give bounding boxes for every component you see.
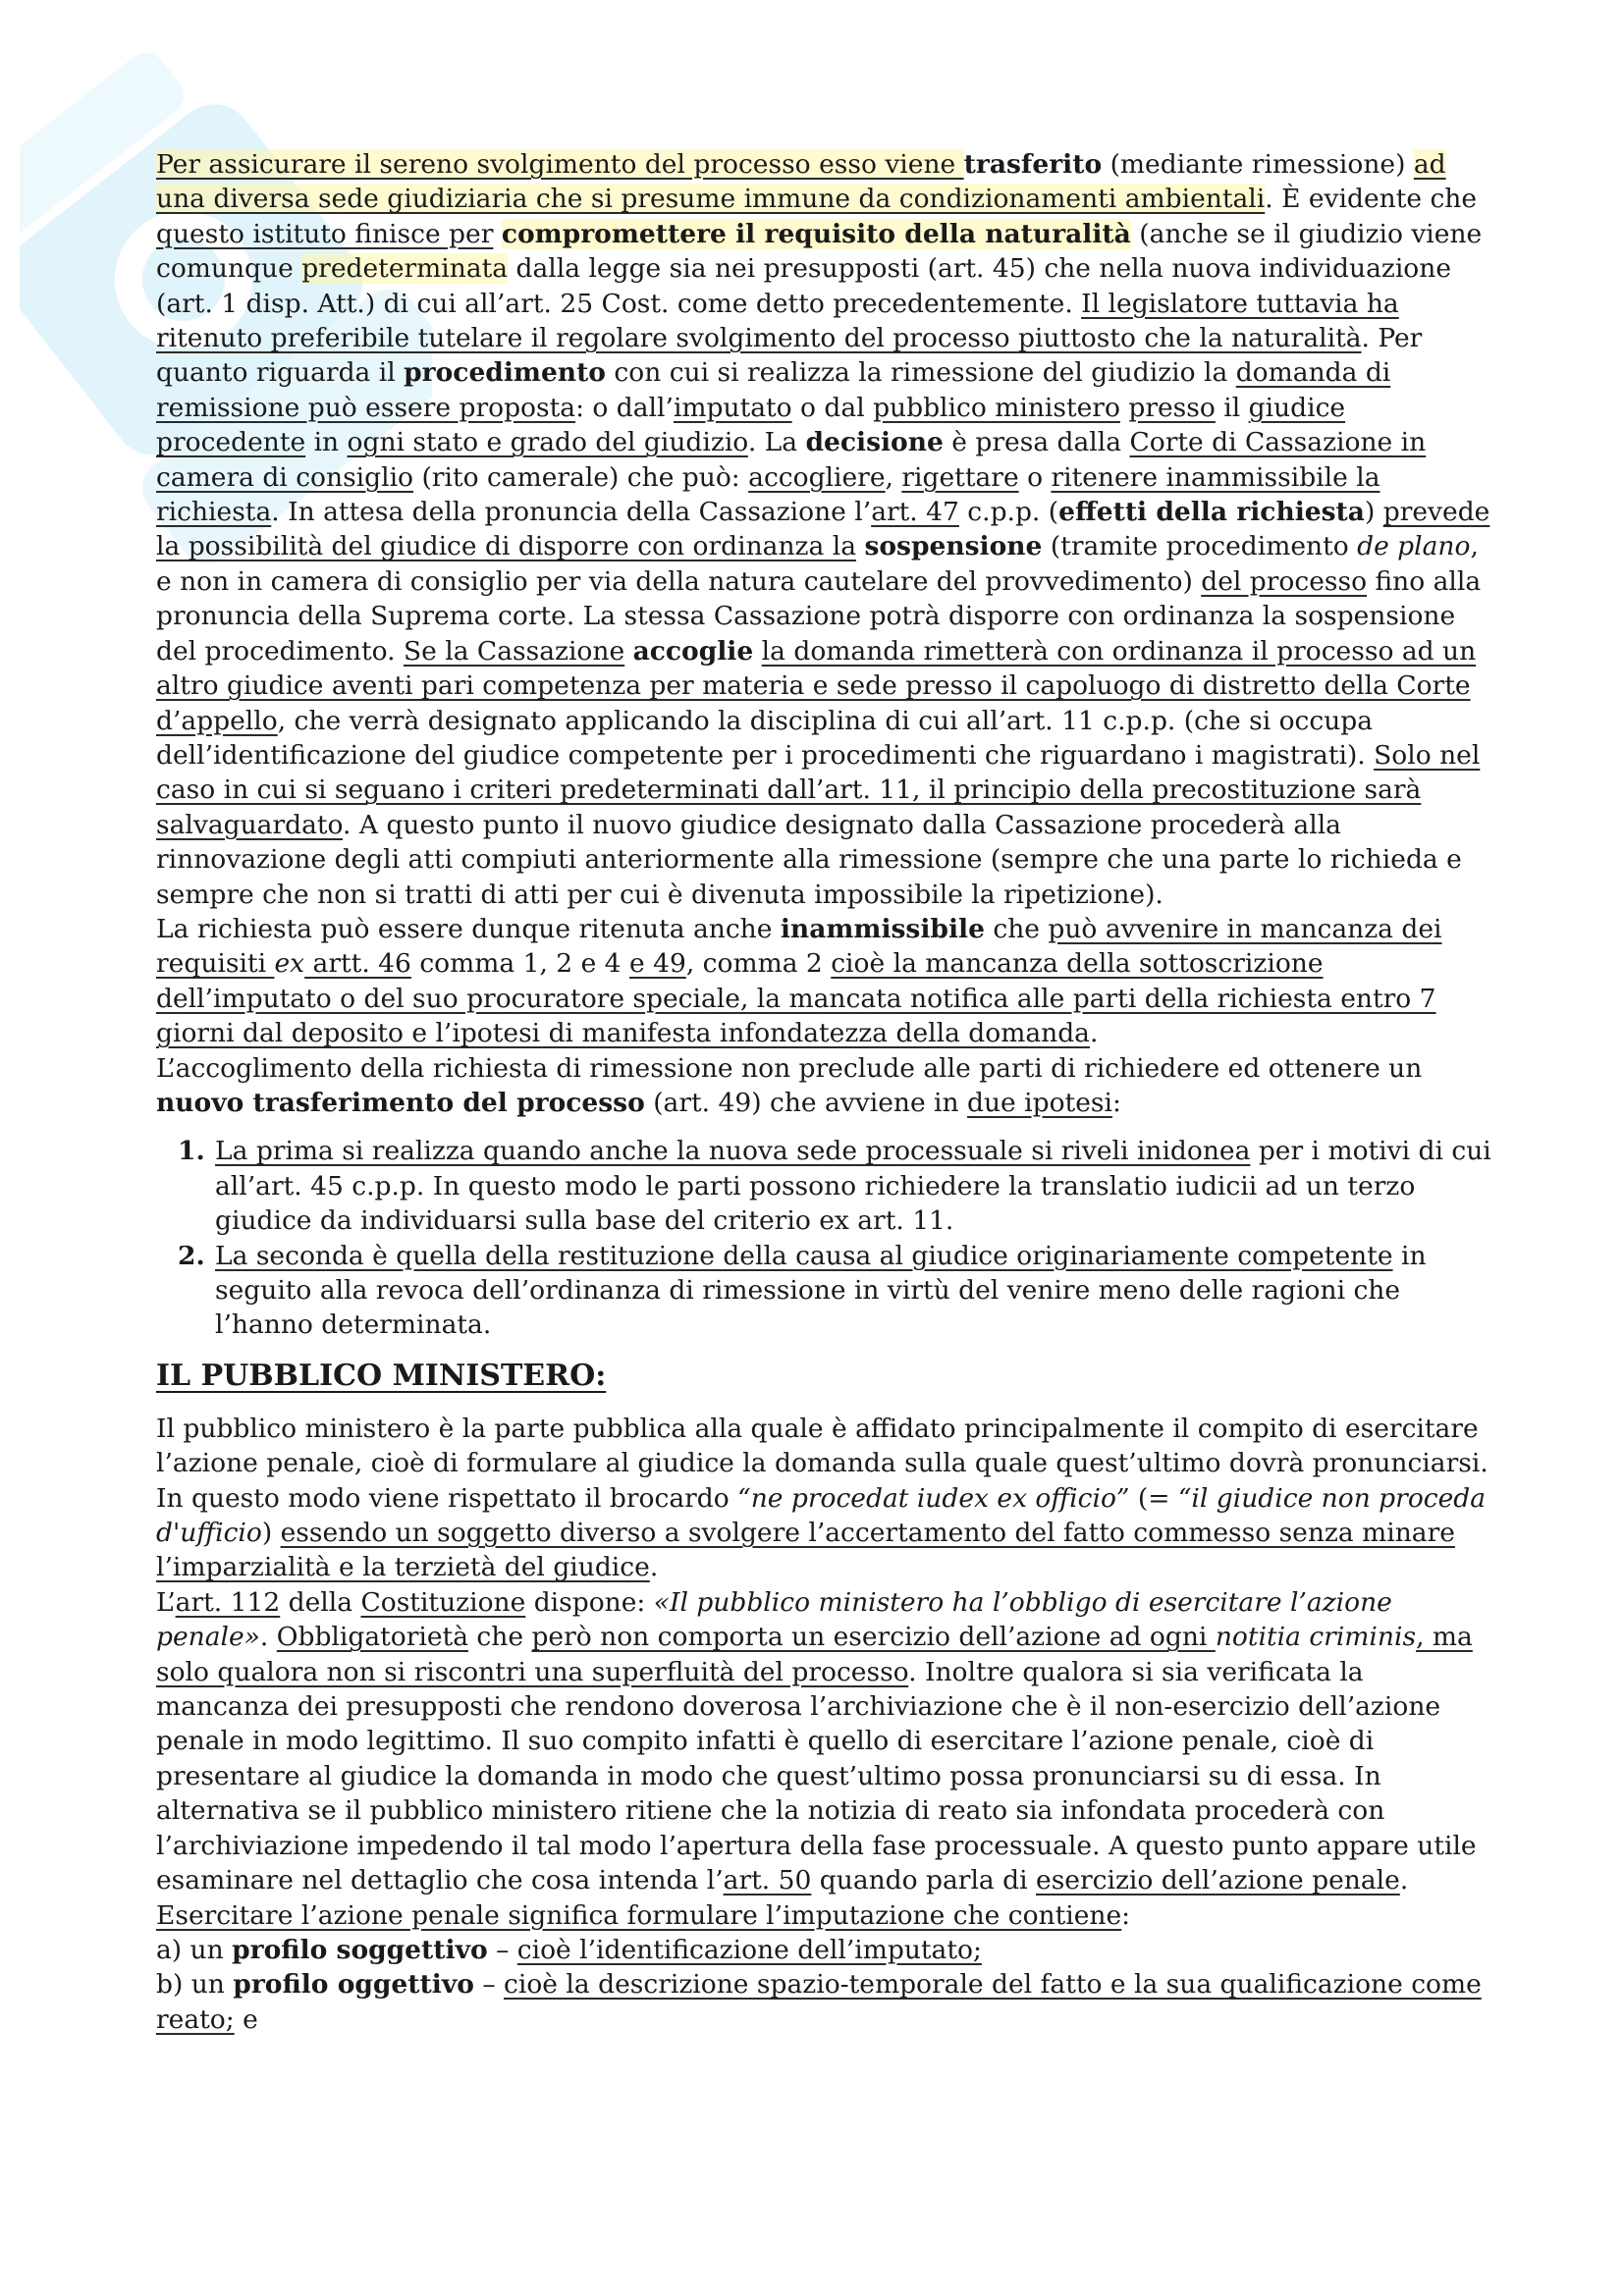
paragraph-rimessione: Per assicurare il sereno svolgimento del processo esso viene trasferito (mediante rimessione) ad una diversa sede giudiziaria che si presume immune da condizionamenti ambientali. È evidente che questo istituto finisce per compromettere il requisito della naturalità (anche se il giudizio viene comunque predeterminata dalla legge sia nei presupposti (art. 45) che nella nuova individuazione (art. 1 disp. Att.) di cui all’art. 25 Cost. come detto precedentemente. Il legislatore tuttavia ha ritenuto preferibile tutelare il regolare svolgimento del processo piuttosto che la naturalità. Per quanto riguarda il procedimento con cui si realizza la rimessione del giudizio la domanda di remissione può essere proposta: o dall’imputato o dal pubblico ministero presso il giudice procedente in ogni stato e grado del giudizio. La decisione è presa dalla Corte di Cassazione in camera di consiglio (rito camerale) che può: accogliere, rigettare o ritenere inammissibile la richiesta. In attesa della pronuncia della Cassazione l’art. 47 c.p.p. (effetti della richiesta) prevede la possibilità del giudice di disporre con ordinanza la sospensione (tramite procedimento de plano, e non in camera di consiglio per via della natura cautelare del provvedimento) del processo fino alla pronuncia della Suprema corte. La stessa Cassazione potrà disporre con ordinanza la sospensione del procedimento. Se la Cassazione accoglie la domanda rimetterà con ordinanza il processo ad un altro giudice aventi pari competenza per materia e sede presso il capoluogo di distretto della Corte d’appello, che verrà designato applicando la disciplina di cui all’art. 11 c.p.p. (che si occupa dell’identificazione del giudice competente per i procedimenti che riguardano i magistrati). Solo nel caso in cui si seguano i criteri predeterminati dall’art. 11, il principio della precostituzione sarà salvaguardato. A questo punto il nuovo giudice designato dalla Cassazione procederà alla rinnovazione degli atti compiuti anteriormente alla rimessione (sempre che una parte lo richieda e sempre che non si tratti di atti per cui è divenuta impossibile la ripetizione). <box>156 149 1490 910</box>
list-item: La seconda è quella della restituzione della causa al giudice originariamente competente in seguito alla revoca dell’ordinanza di rimessione in virtù del venire meno delle ragioni che l’hanno determinata. <box>215 1240 1427 1341</box>
list-item: La prima si realizza quando anche la nuova sede processuale si riveli inidonea per i motivi di cui all’art. 45 c.p.p. In questo modo le parti possono richiedere la translatio iudicii ad un terzo giudice da individuarsi sulla base del criterio ex art. 11. <box>215 1136 1491 1237</box>
paragraph-art-112: L’art. 112 della Costituzione dispone: «Il pubblico ministero ha l’obbligo di esercitare l’azione penale». Obbligatorietà che però non comporta un esercizio dell’azione ad ogni notitia criminis, ma solo qualora non si riscontri una superfluità del processo. Inoltre qualora si sia verificata la mancanza dei presupposti che rendono doverosa l’archiviazione che è il non-esercizio dell’azione penale in modo legittimo. Il suo compito infatti è quello di esercitare l’azione penale, cioè di presentare al giudice la domanda in modo che quest’ultimo possa pronunciarsi su di essa. In alternativa se il pubblico ministero ritiene che la notizia di reato sia infondata procederà con l’archiviazione impedendo il tal modo l’apertura della fase processuale. A questo punto appare utile esaminare nel dettaglio che cosa intenda l’art. 50 quando parla di esercizio dell’azione penale. <box>156 1586 1477 1896</box>
paragraph-imputazione: Esercitare l’azione penale significa formulare l’imputazione che contiene: <box>156 1899 1131 1931</box>
profilo-soggettivo: a) un profilo soggettivo – cioè l’identificazione dell’imputato; <box>156 1934 982 1965</box>
paragraph-pubblico-ministero: Il pubblico ministero è la parte pubblica alla quale è affidato principalmente il compito di esercitare l’azione penale, cioè di formulare al giudice la domanda sulla quale quest’ultimo dovrà pronunciarsi. In questo modo viene rispettato il brocardo “ne procedat iudex ex officio” (= “il giudice non proceda d'ufficio) essendo un soggetto diverso a svolgere l’accertamento del fatto commesso senza minare l’imparzialità e la terzietà del giudice. <box>156 1413 1488 1583</box>
section-heading: IL PUBBLICO MINISTERO: <box>156 1358 607 1393</box>
paragraph-nuovo-trasferimento: L’accoglimento della richiesta di rimessione non preclude alle parti di richiedere ed ottenere un nuovo trasferimento del processo (art. 49) che avviene in due ipotesi: <box>156 1052 1423 1118</box>
profilo-oggettivo: b) un profilo oggettivo – cioè la descrizione spazio-temporale del fatto e la sua qualificazione come reato; e <box>156 1969 1482 2035</box>
paragraph-inammissibile: La richiesta può essere dunque ritenuta anche inammissibile che può avvenire in mancanza dei requisiti ex artt. 46 comma 1, 2 e 4 e 49, comma 2 cioè la mancanza della sottoscrizione dell’imputato o del suo procuratore speciale, la mancata notifica alle parti della richiesta entro 7 giorni dal deposito e l’ipotesi di manifesta infondatezza della domanda. <box>156 913 1442 1049</box>
ipotesi-list <box>156 1134 1491 1342</box>
document-body <box>156 147 1491 2037</box>
